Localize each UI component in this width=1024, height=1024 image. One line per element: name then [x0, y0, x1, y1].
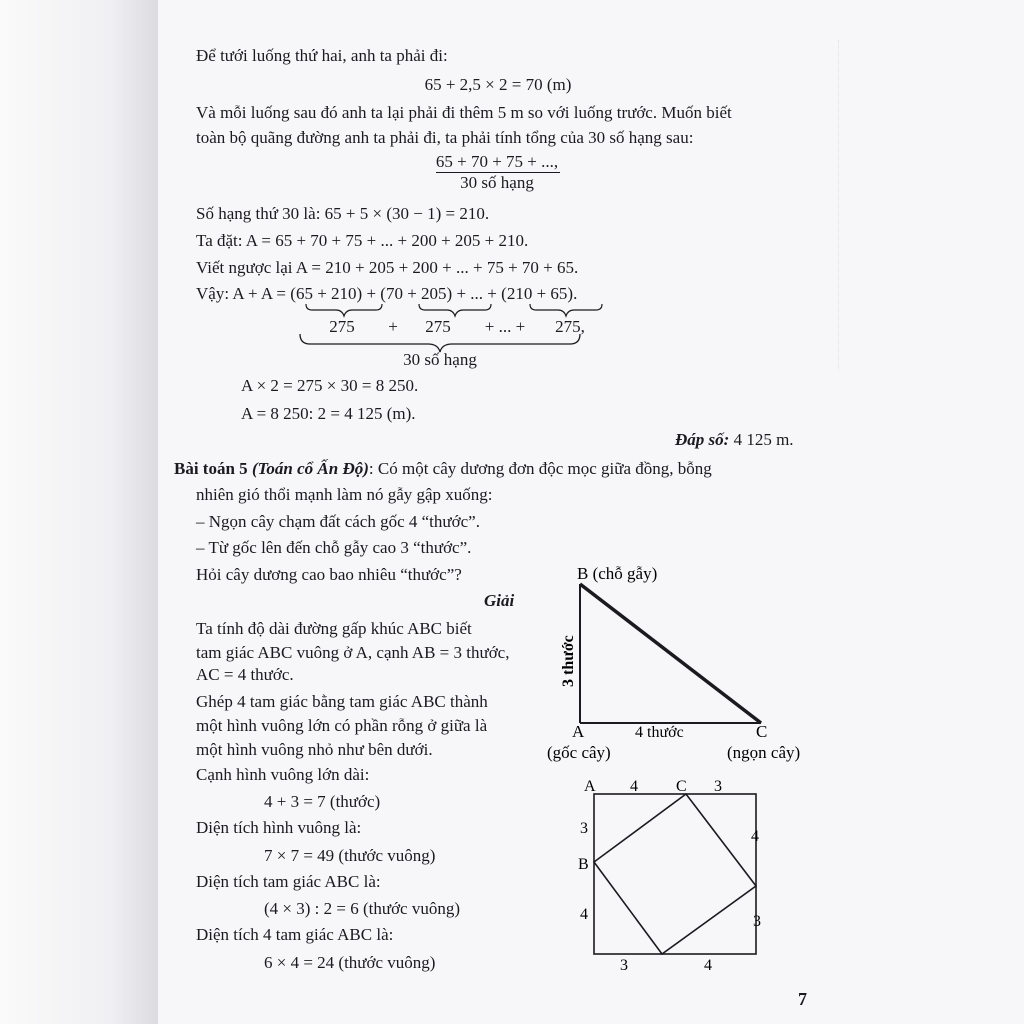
text-line: một hình vuông nhỏ như bên dưới. — [196, 740, 433, 759]
operator: + ... + — [484, 317, 526, 336]
square-bottom-4: 4 — [704, 957, 712, 974]
triangle-side-ab-label: 3 thước — [560, 635, 577, 687]
bullet-item: – Từ gốc lên đến chỗ gẫy cao 3 “thước”. — [196, 538, 472, 557]
square-right-4: 4 — [751, 828, 759, 845]
equation: 6 × 4 = 24 (thước vuông) — [264, 953, 436, 972]
square-left-3: 3 — [580, 820, 588, 837]
text-line: toàn bộ quãng đường anh ta phải đi, ta phải tính tổng của 30 số hạng sau: — [196, 128, 694, 147]
text-line: Và mỗi luống sau đó anh ta lại phải đi thêm 5 m so với luống trước. Muốn biết — [196, 103, 732, 122]
square-figure — [560, 770, 780, 980]
inner-square — [594, 794, 756, 954]
outer-square — [594, 794, 756, 954]
text-line: Cạnh hình vuông lớn dài: — [196, 765, 370, 784]
sum-value: 275 — [425, 317, 451, 336]
calc-line: A × 2 = 275 × 30 = 8 250. — [241, 376, 419, 395]
square-label-b: B — [578, 856, 589, 873]
underbrace-pair3 — [530, 304, 602, 316]
pair: (70 + 205) — [380, 284, 453, 303]
text-line: Ta tính độ dài đường gấp khúc ABC biết — [196, 619, 472, 638]
triangle-label-a: A — [572, 722, 585, 741]
equation: (4 × 3) : 2 = 6 (thước vuông) — [264, 899, 461, 918]
triangle-caption-a: (gốc cây) — [547, 743, 611, 762]
text-line: Số hạng thứ 30 là: 65 + 5 × (30 − 1) = 210. — [196, 204, 490, 223]
sum-value: 275 — [329, 317, 355, 336]
triangle-caption-c: (ngọn cây) — [727, 743, 801, 762]
equation: 7 × 7 = 49 (thước vuông) — [264, 846, 436, 865]
text-line: Diện tích tam giác ABC là: — [196, 872, 381, 891]
triangle-label-c: C — [756, 722, 768, 741]
operator: + — [388, 317, 398, 336]
question: Hỏi cây dương cao bao nhiêu “thước”? — [196, 565, 462, 584]
equation: 65 + 2,5 × 2 = 70 (m) — [424, 75, 572, 94]
text-line: Viết ngược lại A = 210 + 205 + 200 + ... + 75 + 70 + 65. — [196, 258, 579, 277]
text-line: tam giác ABC vuông ở A, cạnh AB = 3 thước, — [196, 643, 510, 662]
square-top-3: 3 — [714, 778, 722, 795]
answer-label: Đáp số: — [675, 430, 730, 449]
text-line: Ghép 4 tam giác bằng tam giác ABC thành — [196, 692, 488, 711]
sum-prefix: Vậy: A + A = — [196, 284, 291, 303]
triangle-label-b: B (chỗ gẫy) — [577, 564, 658, 583]
text-line: AC = 4 thước. — [196, 665, 294, 684]
fraction-numerator: 65 + 70 + 75 + ..., — [435, 152, 559, 171]
square-top-4: 4 — [630, 778, 638, 795]
operator: + ... + — [452, 284, 502, 303]
square-bottom-3: 3 — [620, 957, 628, 974]
underbrace-pair1 — [306, 304, 382, 316]
triangle-side-bc — [580, 584, 761, 723]
square-label-c: C — [676, 778, 687, 795]
text-line: một hình vuông lớn có phần rỗng ở giữa là — [196, 716, 488, 735]
bullet-item: – Ngọn cây chạm đất cách gốc 4 “thước”. — [196, 512, 480, 531]
brace-label: 30 số hạng — [403, 350, 477, 369]
answer-value: 4 125 m. — [729, 430, 794, 449]
calc-line: A = 8 250: 2 = 4 125 (m). — [241, 404, 416, 423]
text-line: Ta đặt: A = 65 + 70 + 75 + ... + 200 + 205 + 210. — [196, 231, 529, 250]
pair: (65 + 210) — [290, 284, 363, 303]
problem-text: Có một cây dương đơn độc mọc giữa đồng, bỗng — [373, 459, 712, 478]
sum-value: 275, — [555, 317, 585, 336]
square-left-4: 4 — [580, 906, 588, 923]
period: . — [573, 284, 578, 303]
problem-title: Bài toán 5 — [174, 459, 248, 478]
text-line: nhiên gió thổi mạnh làm nó gẫy gập xuống: — [196, 485, 493, 504]
problem-origin: (Toán cổ Ấn Độ) — [251, 459, 369, 478]
answer — [675, 430, 794, 450]
solution-title: Giải — [484, 591, 515, 610]
pair: (210 + 65) — [501, 284, 574, 303]
problem-colon: : — [368, 459, 374, 478]
operator: + — [362, 284, 381, 303]
page-number: 7 — [798, 989, 807, 1009]
square-right-3: 3 — [753, 913, 761, 930]
square-label-a: A — [584, 778, 596, 795]
triangle-figure — [540, 560, 820, 770]
triangle-side-ac-label: 4 thước — [635, 724, 684, 741]
fraction-denominator: 30 số hạng — [460, 173, 534, 192]
text-line: Để tưới luống thứ hai, anh ta phải đi: — [196, 46, 448, 65]
equation: 4 + 3 = 7 (thước) — [264, 792, 381, 811]
underbrace-pair2 — [419, 304, 491, 316]
text-line: Diện tích hình vuông là: — [196, 818, 362, 837]
text-line: Diện tích 4 tam giác ABC là: — [196, 925, 394, 944]
problem-heading — [174, 459, 712, 479]
